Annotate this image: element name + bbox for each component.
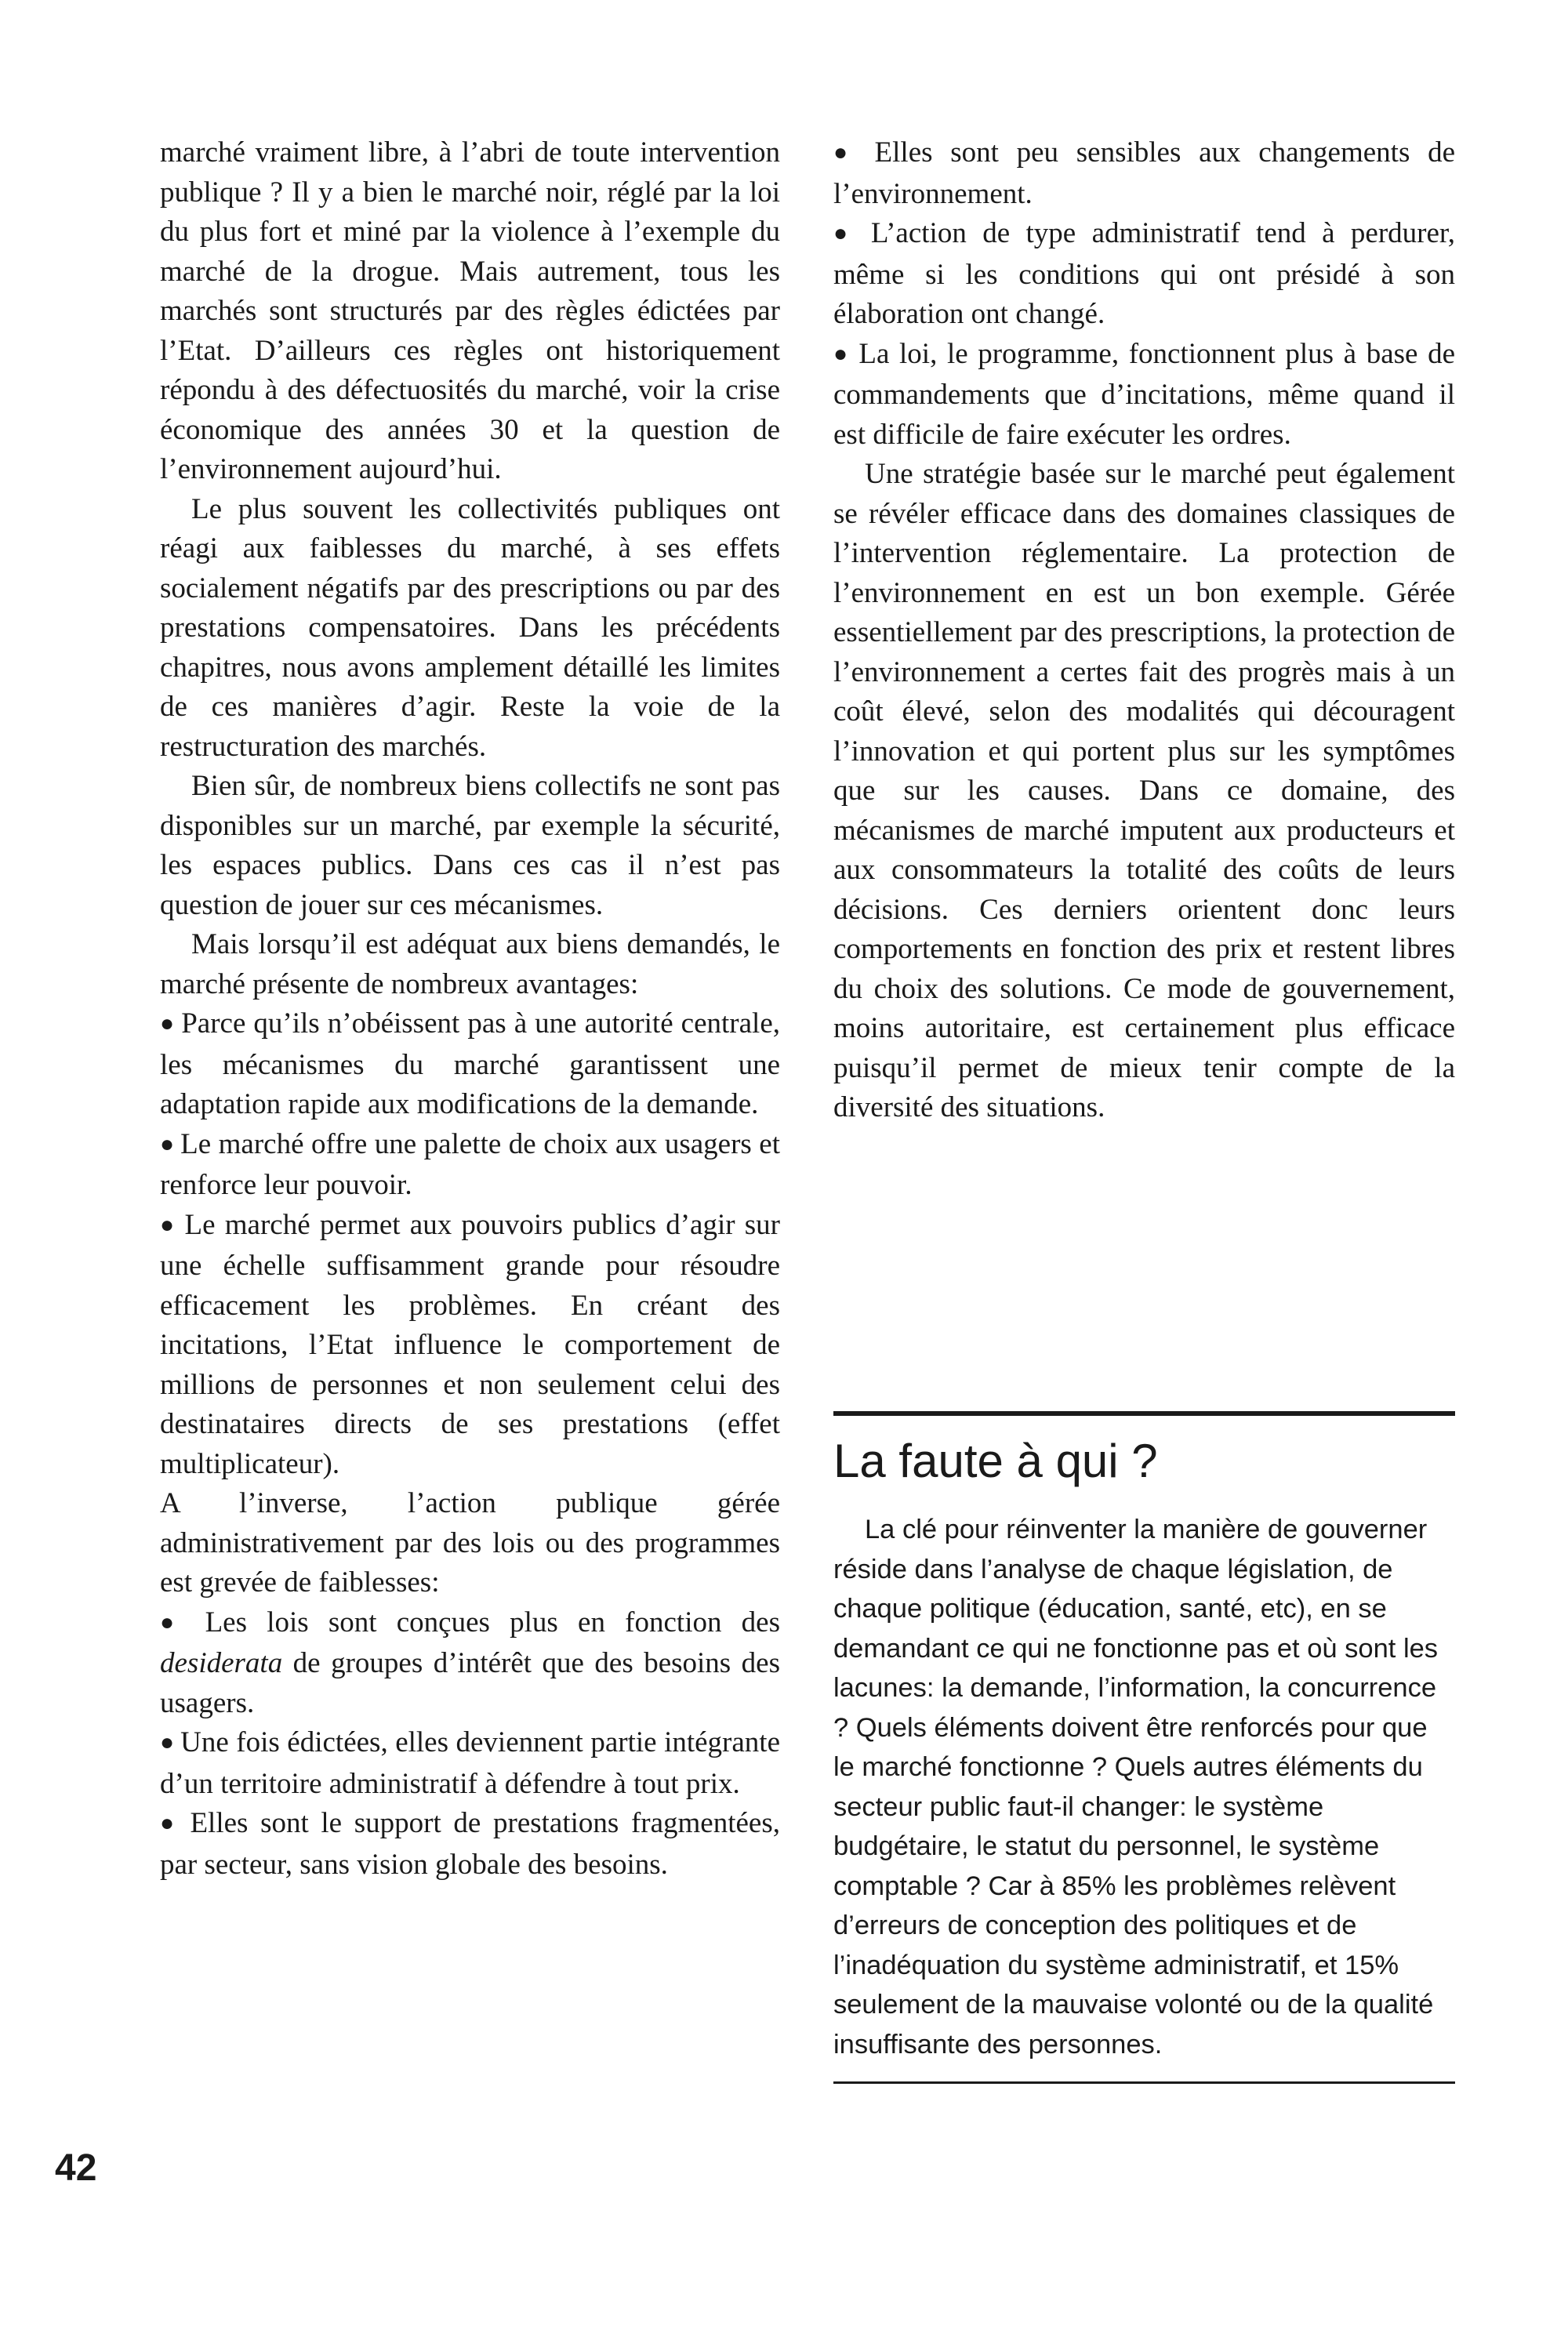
paragraph: marché vraiment libre, à l’abri de toute intervention publique ? Il y a bien le marché noir, réglé par la loi du plus fort et miné par la violence à l’exemple du marché de la drogue. Mais autrement, tous les marchés sont structurés par des règles édictées par l’Etat. D’ailleurs ces règles ont historiquement répondu à des défectuosités du marché, voir la crise économique des années 30 et la question de l’environnement aujourd’hui. [160,136,780,485]
paragraph: Une stratégie basée sur le marché peut également se révéler efficace dans des domaines classiques de l’intervention réglementaire. La protection de l’environnement en est un bon exemple. Gérée essentiellement par des prescriptions, la protection de l’environnement a certes fait des progrès mais à un coût élevé, selon des modalités qui découragent l’innovation et qui portent plus sur les symptômes que sur les causes. Dans ce domaine, des mécanismes de marché imputent aux producteurs et aux consommateurs la totalité des coûts de leurs décisions. Ces derniers orientent donc leurs comportements en fonction des prix et restent libres du choix des solutions. Ce mode de gouvernement, moins autoritaire, est certainement plus efficace puisqu’il permet de mieux tenir compte de la diversité des situations. [833,458,1455,1123]
page-number: 42 [55,2147,97,2189]
box-bottom-rule [833,2081,1455,2084]
bullet-item: ● L’action de type administratif tend à perdurer, même si les conditions qui ont présidé à son élaboration ont changé. [833,214,1455,335]
bullet-item: ● Elles sont le support de prestations fragmentées, par secteur, sans vision globale des besoins. [160,1804,780,1885]
bullet-item: ● Une fois édictées, elles deviennent partie intégrante d’un territoire administratif à défendre à tout prix. [160,1723,780,1804]
paragraph: Bien sûr, de nombreux biens collectifs ne sont pas disponibles sur un marché, par exemple la sécurité, les espaces publics. Dans ces cas il n’est pas question de jouer sur ces mécanismes. [160,770,780,921]
bullet-item: ● Elles sont peu sensibles aux changements de l’environnement. [833,133,1455,214]
bullet-item: ● Le marché permet aux pouvoirs publics d’agir sur une échelle suffisamment grande pour résoudre efficacement les problèmes. En créant des incitations, l’Etat influence le comportement de millions de personnes et non seulement celui des destinataires directs de ses prestations (effet multiplicateur). [160,1206,780,1485]
paragraph: Le plus souvent les collectivités publiques ont réagi aux faiblesses du marché, à ses effets socialement négatifs par des prescriptions ou par des prestations compensatoires. Dans les précédents chapitres, nous avons amplement détaillé les limites de ces manières d’agir. Reste la voie de la restructuration des marchés. [160,492,780,763]
bullet-item: ● Le marché offre une palette de choix aux usagers et renforce leur pouvoir. [160,1125,780,1206]
box-top-rule [833,1411,1455,1416]
bullet-item: ● La loi, le programme, fonctionnent plus à base de commandements que d’incitations, même quand il est difficile de faire exécuter les ordres. [833,335,1455,455]
bullet-item: ● Les lois sont conçues plus en fonction des desiderata de groupes d’intérêt que des besoins des usagers. [160,1603,780,1724]
paragraph: Mais lorsqu’il est adéquat aux biens demandés, le marché présente de nombreux avantages: [160,928,780,1000]
box-body: La clé pour réinventer la manière de gouverner réside dans l’analyse de chaque législation, de chaque politique (éducation, santé, etc), en se demandant ce qui ne fonctionne pas et où sont les lacunes: la demande, l’information, la concurrence ? Quels éléments doivent être renforcés pour que le marché fonctionne ? Quels autres éléments du secteur public faut-il changer: le système budgétaire, le statut du personnel, le système comptable ? Car à 85% les problèmes relèvent d’erreurs de conception des politiques et de l’inadéquation du système administratif, et 15% seulement de la mauvaise volonté ou de la qualité insuffisante des personnes. [833,1515,1439,2059]
right-column [833,133,1455,1128]
paragraph: A l’inverse, l’action publique gérée administrativement par des lois ou des programmes est grevée de faiblesses: [160,1487,780,1599]
sidebar-box [833,1411,1455,2084]
box-title: La faute à qui ? [833,1435,1158,1487]
bullet-item: ● Parce qu’ils n’obéissent pas à une autorité centrale, les mécanismes du marché garantissent une adaptation rapide aux modifications de la demande. [160,1004,780,1125]
left-column [160,133,780,1885]
